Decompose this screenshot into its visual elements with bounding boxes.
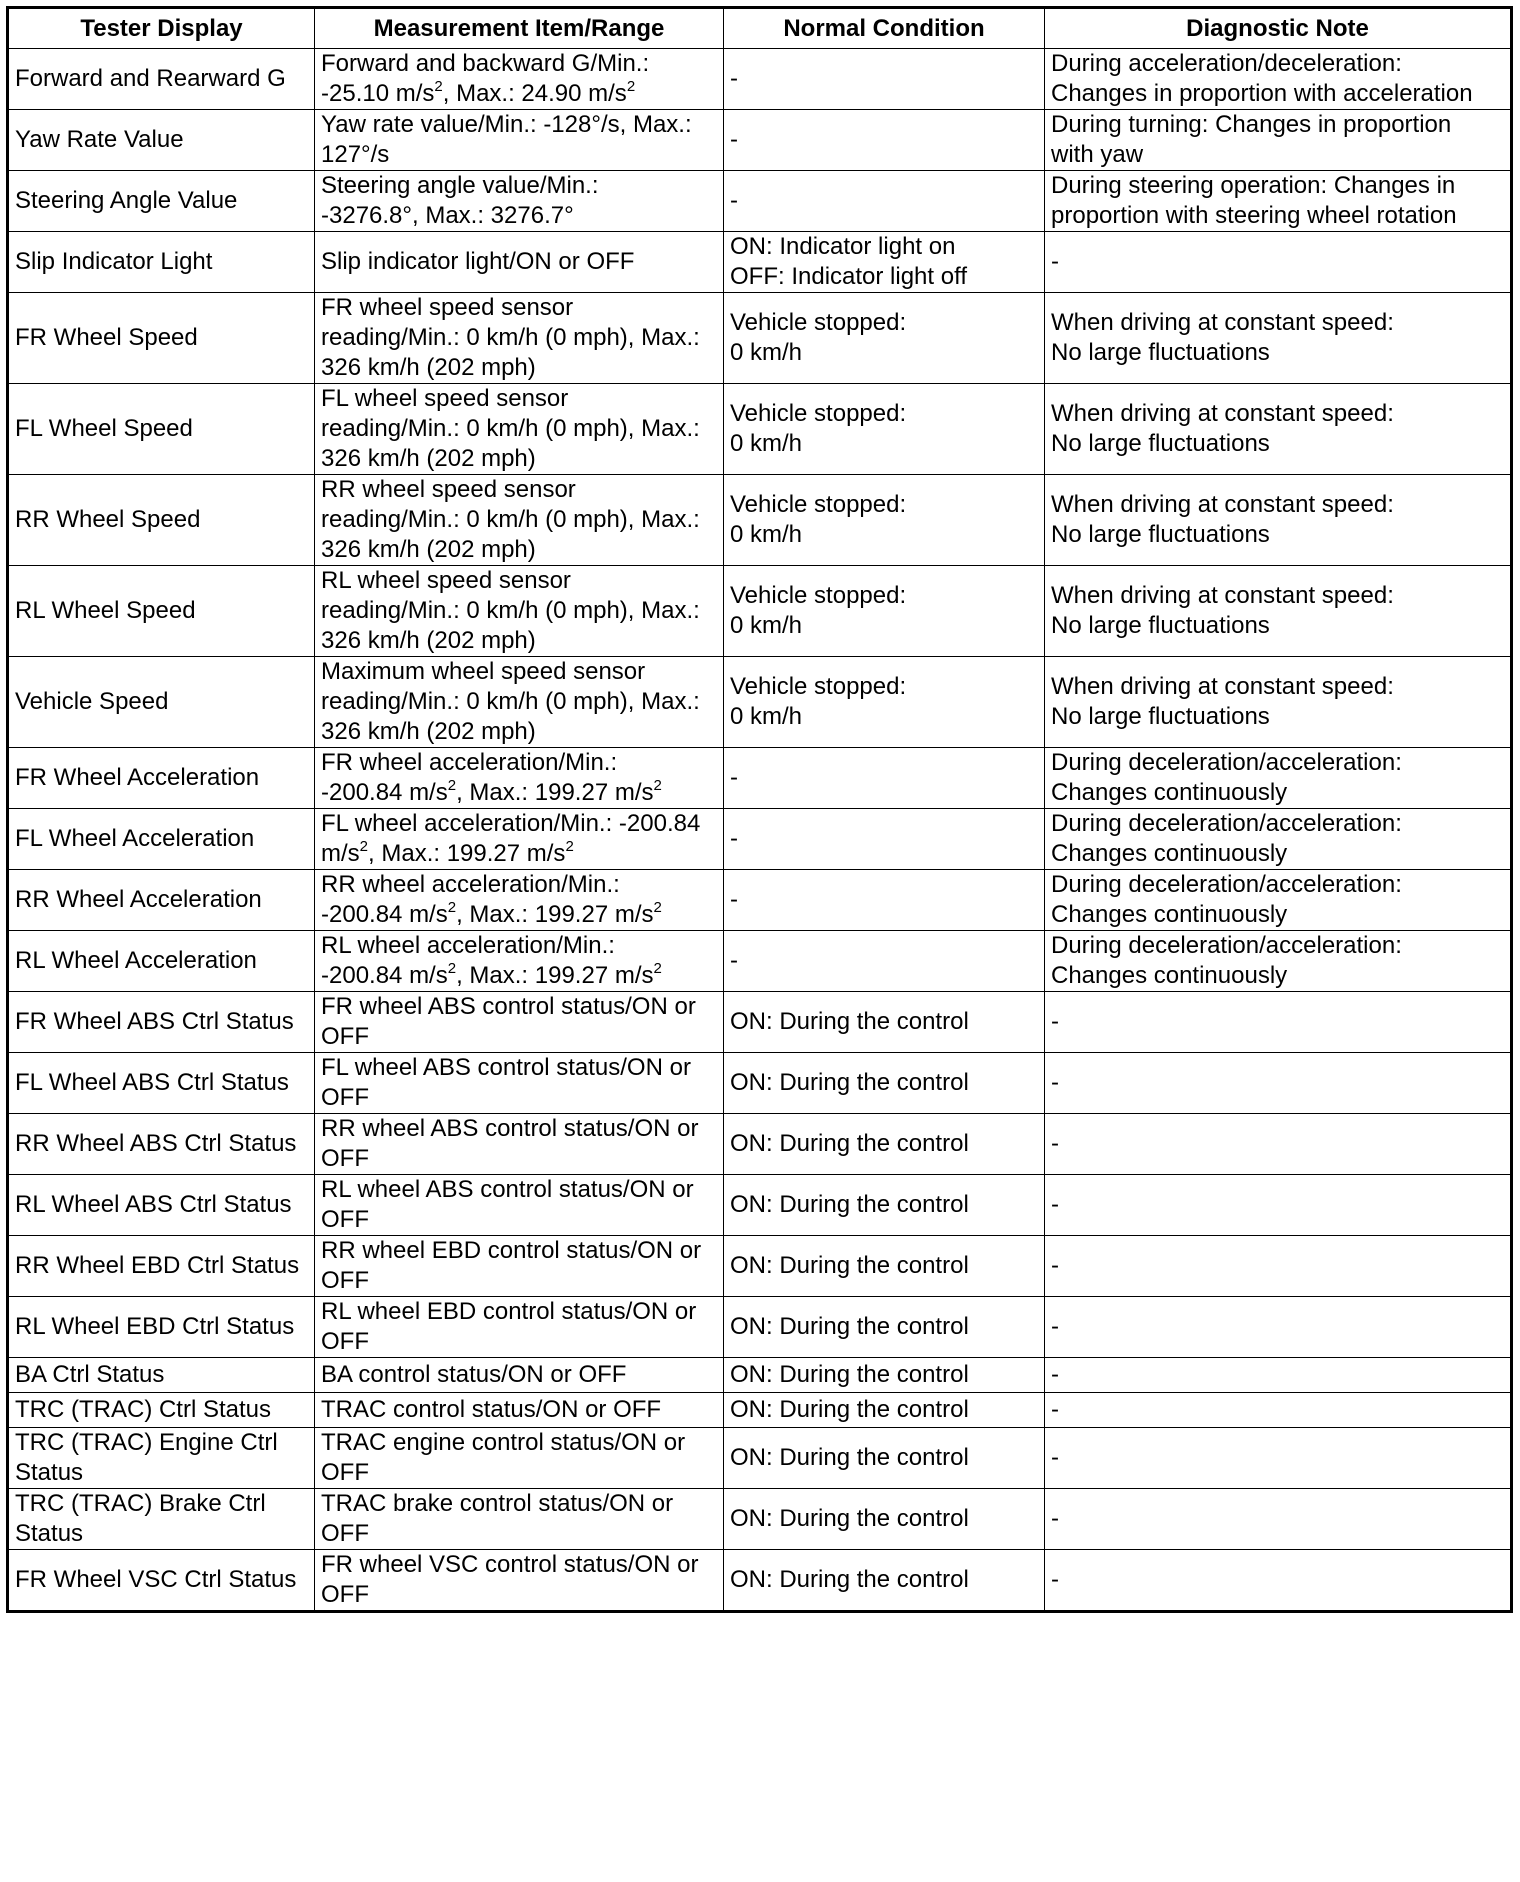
cell-line: 0 km/h bbox=[730, 703, 803, 730]
cell-line: RL wheel ABS control status/ON or bbox=[321, 1176, 694, 1203]
cell-line: ON: Indicator light on bbox=[730, 233, 956, 260]
measurement-item-cell bbox=[315, 1428, 724, 1489]
measurement-item-cell bbox=[315, 870, 724, 931]
cell-line: During deceleration/acceleration: bbox=[1051, 749, 1402, 776]
cell-line: -25.10 $m/s^2$, Max.: 24.90 $m/s^2$ bbox=[321, 78, 636, 107]
cell-line: FR Wheel ABS Ctrl Status bbox=[15, 1008, 294, 1035]
cell-line: Yaw rate value/Min.: -128°/s, Max.: bbox=[321, 111, 692, 138]
cell-line: TRC (TRAC) Engine Ctrl bbox=[15, 1429, 278, 1456]
diagnostic-note-cell bbox=[1045, 293, 1512, 384]
tester-display-cell bbox=[8, 1053, 315, 1114]
diagnostic-note-cell bbox=[1045, 992, 1512, 1053]
measurement-item-cell bbox=[315, 1297, 724, 1358]
measurement-item-cell bbox=[315, 384, 724, 475]
cell-line: OFF bbox=[321, 1459, 369, 1486]
measurement-item-cell bbox=[315, 1175, 724, 1236]
cell-line: No large fluctuations bbox=[1051, 521, 1270, 548]
tester-display-cell bbox=[8, 1428, 315, 1489]
cell-line: 0 km/h bbox=[730, 521, 803, 548]
cell-line: reading/Min.: 0 km/h (0 mph), Max.: bbox=[321, 415, 700, 442]
cell-line: TRAC control status/ON or OFF bbox=[321, 1396, 662, 1423]
diagnostic-note-cell bbox=[1045, 1297, 1512, 1358]
table-row bbox=[8, 809, 1512, 870]
normal-condition-cell bbox=[724, 110, 1045, 171]
cell-line: OFF: Indicator light off bbox=[730, 263, 967, 290]
cell-line: During turning: Changes in proportion bbox=[1051, 111, 1452, 138]
cell-line: - bbox=[730, 65, 738, 92]
table-row bbox=[8, 1236, 1512, 1297]
table-row bbox=[8, 110, 1512, 171]
normal-condition-cell bbox=[724, 171, 1045, 232]
cell-line: ON: During the control bbox=[730, 1396, 969, 1423]
normal-condition-cell bbox=[724, 931, 1045, 992]
normal-condition-cell bbox=[724, 748, 1045, 809]
cell-line: 326 km/h (202 mph) bbox=[321, 354, 536, 381]
cell-line: Vehicle stopped: bbox=[730, 491, 907, 518]
tester-display-cell bbox=[8, 992, 315, 1053]
cell-line: Yaw Rate Value bbox=[15, 126, 184, 153]
cell-line: OFF bbox=[321, 1084, 369, 1111]
cell-line: TRAC engine control status/ON or bbox=[321, 1429, 686, 1456]
cell-line: Steering Angle Value bbox=[15, 187, 238, 214]
measurement-item-cell bbox=[315, 1236, 724, 1297]
cell-line: Changes in proportion with acceleration bbox=[1051, 80, 1473, 107]
table-body bbox=[8, 49, 1512, 1612]
cell-line: 326 km/h (202 mph) bbox=[321, 445, 536, 472]
cell-line: When driving at constant speed: bbox=[1051, 673, 1394, 700]
cell-line: Vehicle stopped: bbox=[730, 400, 907, 427]
measurement-item-cell bbox=[315, 1358, 724, 1393]
cell-line: FR Wheel Acceleration bbox=[15, 764, 260, 791]
cell-line: During deceleration/acceleration: bbox=[1051, 932, 1402, 959]
cell-line: FL wheel ABS control status/ON or bbox=[321, 1054, 691, 1081]
cell-line: - bbox=[730, 764, 738, 791]
normal-condition-cell bbox=[724, 657, 1045, 748]
tester-display-cell bbox=[8, 475, 315, 566]
tester-display-cell bbox=[8, 931, 315, 992]
diagnostic-note-cell bbox=[1045, 657, 1512, 748]
diagnostic-note-cell bbox=[1045, 1114, 1512, 1175]
diagnostic-note-cell bbox=[1045, 748, 1512, 809]
measurement-item-cell bbox=[315, 566, 724, 657]
measurement-item-cell bbox=[315, 1393, 724, 1428]
measurement-item-cell bbox=[315, 1550, 724, 1612]
cell-line: proportion with steering wheel rotation bbox=[1051, 202, 1457, 229]
measurement-item-cell bbox=[315, 1053, 724, 1114]
cell-line: ON: During the control bbox=[730, 1069, 969, 1096]
cell-line: RL Wheel EBD Ctrl Status bbox=[15, 1313, 295, 1340]
header-normal-condition: Normal Condition bbox=[724, 8, 1045, 49]
tester-display-cell bbox=[8, 384, 315, 475]
tester-display-cell bbox=[8, 1358, 315, 1393]
normal-condition-cell bbox=[724, 475, 1045, 566]
cell-line: - bbox=[1051, 1505, 1059, 1532]
tester-display-cell bbox=[8, 110, 315, 171]
tester-display-cell bbox=[8, 232, 315, 293]
diagnostic-note-cell bbox=[1045, 49, 1512, 110]
diagnostic-note-cell bbox=[1045, 232, 1512, 293]
measurement-item-cell bbox=[315, 232, 724, 293]
diagnostic-note-cell bbox=[1045, 870, 1512, 931]
measurement-item-cell bbox=[315, 475, 724, 566]
cell-line: No large fluctuations bbox=[1051, 339, 1270, 366]
cell-line: FR wheel acceleration/Min.: bbox=[321, 749, 618, 776]
cell-line: -200.84 $m/s^2$, Max.: 199.27 $m/s^2$ bbox=[321, 777, 662, 806]
measurement-item-cell bbox=[315, 1489, 724, 1550]
diagnostic-note-cell bbox=[1045, 1428, 1512, 1489]
tester-display-cell bbox=[8, 657, 315, 748]
table-row bbox=[8, 1393, 1512, 1428]
table-row bbox=[8, 1428, 1512, 1489]
tester-display-cell bbox=[8, 171, 315, 232]
diagnostic-note-cell bbox=[1045, 171, 1512, 232]
header-measurement-item: Measurement Item/Range bbox=[315, 8, 724, 49]
normal-condition-cell bbox=[724, 1393, 1045, 1428]
cell-line: During steering operation: Changes in bbox=[1051, 172, 1456, 199]
normal-condition-cell bbox=[724, 49, 1045, 110]
cell-line: When driving at constant speed: bbox=[1051, 491, 1394, 518]
cell-line: FL Wheel Acceleration bbox=[15, 825, 255, 852]
table-row bbox=[8, 566, 1512, 657]
cell-line: No large fluctuations bbox=[1051, 430, 1270, 457]
normal-condition-cell bbox=[724, 1297, 1045, 1358]
cell-line: FR wheel VSC control status/ON or bbox=[321, 1551, 699, 1578]
cell-line: RL wheel acceleration/Min.: bbox=[321, 932, 615, 959]
document-sheet bbox=[6, 6, 1513, 1613]
cell-line: During acceleration/deceleration: bbox=[1051, 50, 1402, 77]
table-header-row bbox=[8, 8, 1512, 49]
table-row bbox=[8, 1489, 1512, 1550]
cell-line: -200.84 $m/s^2$, Max.: 199.27 $m/s^2$ bbox=[321, 899, 662, 928]
cell-line: OFF bbox=[321, 1328, 369, 1355]
cell-line: 326 km/h (202 mph) bbox=[321, 627, 536, 654]
diagnostic-note-cell bbox=[1045, 1175, 1512, 1236]
cell-line: ON: During the control bbox=[730, 1191, 969, 1218]
cell-line: During deceleration/acceleration: bbox=[1051, 810, 1402, 837]
table-row bbox=[8, 1297, 1512, 1358]
cell-line: - bbox=[1051, 1566, 1059, 1593]
normal-condition-cell bbox=[724, 1053, 1045, 1114]
table-row bbox=[8, 870, 1512, 931]
measurement-item-cell bbox=[315, 49, 724, 110]
cell-line: RL Wheel Speed bbox=[15, 597, 196, 624]
cell-line: RR wheel ABS control status/ON or bbox=[321, 1115, 699, 1142]
cell-line: reading/Min.: 0 km/h (0 mph), Max.: bbox=[321, 597, 700, 624]
normal-condition-cell bbox=[724, 293, 1045, 384]
diagnostic-note-cell bbox=[1045, 809, 1512, 870]
cell-line: - bbox=[730, 187, 738, 214]
cell-line: 0 km/h bbox=[730, 430, 803, 457]
diagnostic-note-cell bbox=[1045, 1236, 1512, 1297]
cell-line: - bbox=[1051, 1130, 1059, 1157]
cell-line: RR Wheel EBD Ctrl Status bbox=[15, 1252, 300, 1279]
cell-line: Slip indicator light/ON or OFF bbox=[321, 248, 635, 275]
cell-line: ON: During the control bbox=[730, 1130, 969, 1157]
diagnostic-note-cell bbox=[1045, 1393, 1512, 1428]
cell-line: RR wheel EBD control status/ON or bbox=[321, 1237, 702, 1264]
table-row bbox=[8, 931, 1512, 992]
cell-line: FL Wheel Speed bbox=[15, 415, 193, 442]
cell-line: Slip Indicator Light bbox=[15, 248, 213, 275]
cell-line: ON: During the control bbox=[730, 1252, 969, 1279]
cell-line: Vehicle Speed bbox=[15, 688, 169, 715]
cell-line: RL wheel EBD control status/ON or bbox=[321, 1298, 697, 1325]
cell-line: Status bbox=[15, 1520, 84, 1547]
cell-line: RR wheel acceleration/Min.: bbox=[321, 871, 620, 898]
cell-line: reading/Min.: 0 km/h (0 mph), Max.: bbox=[321, 688, 700, 715]
diagnostic-note-cell bbox=[1045, 931, 1512, 992]
tester-display-cell bbox=[8, 1297, 315, 1358]
tester-display-cell bbox=[8, 1175, 315, 1236]
tester-display-cell bbox=[8, 1114, 315, 1175]
cell-line: -200.84 $m/s^2$, Max.: 199.27 $m/s^2$ bbox=[321, 960, 662, 989]
normal-condition-cell bbox=[724, 870, 1045, 931]
tester-display-cell bbox=[8, 1550, 315, 1612]
cell-line: FR wheel speed sensor bbox=[321, 294, 574, 321]
tester-display-cell bbox=[8, 870, 315, 931]
tester-display-cell bbox=[8, 809, 315, 870]
diagnostic-note-cell bbox=[1045, 384, 1512, 475]
cell-line: When driving at constant speed: bbox=[1051, 582, 1394, 609]
cell-line: Vehicle stopped: bbox=[730, 309, 907, 336]
cell-line: ON: During the control bbox=[730, 1008, 969, 1035]
tester-display-cell bbox=[8, 1393, 315, 1428]
table-row bbox=[8, 1053, 1512, 1114]
table-row bbox=[8, 1175, 1512, 1236]
cell-line: RR wheel speed sensor bbox=[321, 476, 576, 503]
cell-line: ON: During the control bbox=[730, 1361, 969, 1388]
cell-line: Maximum wheel speed sensor bbox=[321, 658, 646, 685]
cell-line: Vehicle stopped: bbox=[730, 673, 907, 700]
cell-line: ON: During the control bbox=[730, 1566, 969, 1593]
table-row bbox=[8, 992, 1512, 1053]
cell-line: -3276.8°, Max.: 3276.7° bbox=[321, 202, 574, 229]
normal-condition-cell bbox=[724, 384, 1045, 475]
cell-line: Steering angle value/Min.: bbox=[321, 172, 599, 199]
data-list-table bbox=[6, 6, 1513, 1613]
cell-line: RL Wheel ABS Ctrl Status bbox=[15, 1191, 292, 1218]
normal-condition-cell bbox=[724, 1550, 1045, 1612]
table-row bbox=[8, 293, 1512, 384]
normal-condition-cell bbox=[724, 1428, 1045, 1489]
table-row bbox=[8, 475, 1512, 566]
cell-line: with yaw bbox=[1051, 141, 1144, 168]
normal-condition-cell bbox=[724, 1175, 1045, 1236]
table-row bbox=[8, 384, 1512, 475]
normal-condition-cell bbox=[724, 232, 1045, 293]
cell-line: ON: During the control bbox=[730, 1444, 969, 1471]
cell-line: TRC (TRAC) Brake Ctrl bbox=[15, 1490, 266, 1517]
cell-line: ON: During the control bbox=[730, 1505, 969, 1532]
cell-line: Changes continuously bbox=[1051, 840, 1288, 867]
cell-line: ON: During the control bbox=[730, 1313, 969, 1340]
normal-condition-cell bbox=[724, 566, 1045, 657]
cell-line: - bbox=[1051, 1191, 1059, 1218]
measurement-item-cell bbox=[315, 657, 724, 748]
normal-condition-cell bbox=[724, 1236, 1045, 1297]
cell-line: OFF bbox=[321, 1206, 369, 1233]
cell-line: - bbox=[1051, 1396, 1059, 1423]
cell-line: OFF bbox=[321, 1267, 369, 1294]
normal-condition-cell bbox=[724, 809, 1045, 870]
cell-line: OFF bbox=[321, 1023, 369, 1050]
cell-line: - bbox=[1051, 1361, 1059, 1388]
header-diagnostic-note: Diagnostic Note bbox=[1045, 8, 1512, 49]
table-row bbox=[8, 1550, 1512, 1612]
cell-line: 326 km/h (202 mph) bbox=[321, 536, 536, 563]
cell-line: $m/s^2$, Max.: 199.27 $m/s^2$ bbox=[321, 838, 574, 867]
tester-display-cell bbox=[8, 293, 315, 384]
normal-condition-cell bbox=[724, 1489, 1045, 1550]
cell-line: Status bbox=[15, 1459, 84, 1486]
cell-line: TRC (TRAC) Ctrl Status bbox=[15, 1396, 272, 1423]
diagnostic-note-cell bbox=[1045, 110, 1512, 171]
measurement-item-cell bbox=[315, 748, 724, 809]
cell-line: BA control status/ON or OFF bbox=[321, 1361, 627, 1388]
cell-line: - bbox=[1051, 248, 1059, 275]
diagnostic-note-cell bbox=[1045, 1053, 1512, 1114]
tester-display-cell bbox=[8, 566, 315, 657]
cell-line: Changes continuously bbox=[1051, 962, 1288, 989]
cell-line: OFF bbox=[321, 1581, 369, 1608]
cell-line: FR Wheel VSC Ctrl Status bbox=[15, 1566, 297, 1593]
table-row bbox=[8, 49, 1512, 110]
cell-line: 127°/s bbox=[321, 141, 390, 168]
cell-line: TRAC brake control status/ON or bbox=[321, 1490, 674, 1517]
cell-line: FL wheel acceleration/Min.: -200.84 bbox=[321, 810, 701, 837]
table-row bbox=[8, 171, 1512, 232]
cell-line: RR Wheel ABS Ctrl Status bbox=[15, 1130, 297, 1157]
header-tester-display: Tester Display bbox=[8, 8, 315, 49]
cell-line: - bbox=[1051, 1313, 1059, 1340]
diagnostic-note-cell bbox=[1045, 1550, 1512, 1612]
diagnostic-note-cell bbox=[1045, 475, 1512, 566]
cell-line: - bbox=[730, 886, 738, 913]
cell-line: BA Ctrl Status bbox=[15, 1361, 165, 1388]
cell-line: No large fluctuations bbox=[1051, 612, 1270, 639]
tester-display-cell bbox=[8, 748, 315, 809]
cell-line: - bbox=[1051, 1008, 1059, 1035]
tester-display-cell bbox=[8, 49, 315, 110]
cell-line: Changes continuously bbox=[1051, 779, 1288, 806]
cell-line: RR Wheel Speed bbox=[15, 506, 201, 533]
cell-line: Changes continuously bbox=[1051, 901, 1288, 928]
cell-line: OFF bbox=[321, 1145, 369, 1172]
cell-line: 0 km/h bbox=[730, 339, 803, 366]
table-row bbox=[8, 657, 1512, 748]
measurement-item-cell bbox=[315, 992, 724, 1053]
cell-line: RL wheel speed sensor bbox=[321, 567, 571, 594]
cell-line: reading/Min.: 0 km/h (0 mph), Max.: bbox=[321, 324, 700, 351]
measurement-item-cell bbox=[315, 171, 724, 232]
measurement-item-cell bbox=[315, 110, 724, 171]
measurement-item-cell bbox=[315, 1114, 724, 1175]
cell-line: - bbox=[1051, 1444, 1059, 1471]
cell-line: FR wheel ABS control status/ON or bbox=[321, 993, 696, 1020]
cell-line: Forward and backward G/Min.: bbox=[321, 50, 650, 77]
measurement-item-cell bbox=[315, 809, 724, 870]
cell-line: When driving at constant speed: bbox=[1051, 400, 1394, 427]
cell-line: - bbox=[1051, 1069, 1059, 1096]
cell-line: RL Wheel Acceleration bbox=[15, 947, 257, 974]
cell-line: FL Wheel ABS Ctrl Status bbox=[15, 1069, 289, 1096]
measurement-item-cell bbox=[315, 931, 724, 992]
cell-line: OFF bbox=[321, 1520, 369, 1547]
cell-line: reading/Min.: 0 km/h (0 mph), Max.: bbox=[321, 506, 700, 533]
normal-condition-cell bbox=[724, 1114, 1045, 1175]
cell-line: Forward and Rearward G bbox=[15, 65, 286, 92]
cell-line: No large fluctuations bbox=[1051, 703, 1270, 730]
tester-display-cell bbox=[8, 1489, 315, 1550]
cell-line: - bbox=[730, 825, 738, 852]
cell-line: - bbox=[1051, 1252, 1059, 1279]
cell-line: Vehicle stopped: bbox=[730, 582, 907, 609]
table-row bbox=[8, 1358, 1512, 1393]
cell-line: During deceleration/acceleration: bbox=[1051, 871, 1402, 898]
table-row bbox=[8, 748, 1512, 809]
cell-line: FR Wheel Speed bbox=[15, 324, 198, 351]
diagnostic-note-cell bbox=[1045, 1358, 1512, 1393]
diagnostic-note-cell bbox=[1045, 1489, 1512, 1550]
tester-display-cell bbox=[8, 1236, 315, 1297]
cell-line: - bbox=[730, 947, 738, 974]
table-row bbox=[8, 1114, 1512, 1175]
diagnostic-note-cell bbox=[1045, 566, 1512, 657]
cell-line: 326 km/h (202 mph) bbox=[321, 718, 536, 745]
cell-line: When driving at constant speed: bbox=[1051, 309, 1394, 336]
cell-line: RR Wheel Acceleration bbox=[15, 886, 262, 913]
cell-line: 0 km/h bbox=[730, 612, 803, 639]
normal-condition-cell bbox=[724, 1358, 1045, 1393]
cell-line: - bbox=[730, 126, 738, 153]
normal-condition-cell bbox=[724, 992, 1045, 1053]
cell-line: FL wheel speed sensor bbox=[321, 385, 569, 412]
measurement-item-cell bbox=[315, 293, 724, 384]
table-row bbox=[8, 232, 1512, 293]
